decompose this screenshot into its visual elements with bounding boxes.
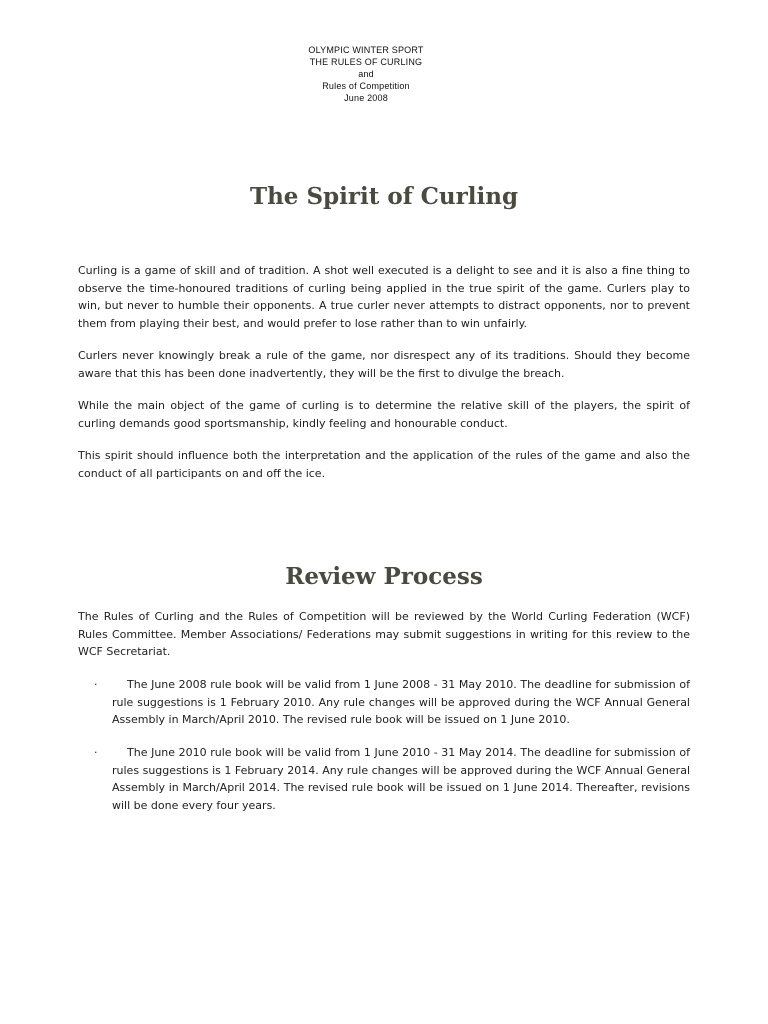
spirit-paragraph-4: This spirit should influence both the interpretation and the application of the rules of the game and also the conduct of all participants on and off the ice. xyxy=(78,449,690,480)
spirit-paragraph-2: Curlers never knowingly break a rule of the game, nor disrespect any of its traditions. Should they become aware that this has been done inadvertently, they will be the first to divulge the breach. xyxy=(78,349,690,380)
review-bullet-1: The June 2008 rule book will be valid from 1 June 2008 - 31 May 2010. The deadline for submission of rule suggestions is 1 February 2010. Any rule changes will be approved during the WCF Annual General Assembly in March/April 2010. The revised rule book will be issued on 1 June 2010. xyxy=(112,678,690,726)
header-line-and: and xyxy=(358,69,374,79)
spirit-paragraph-1: Curling is a game of skill and of tradition. A shot well executed is a delight to see and it is also a fine thing to observe the time-honoured traditions of curling being applied in the true spirit of the game. Curlers play to win, but never to humble their opponents. A true curler never attempts to distract opponents, nor to prevent them from playing their best, and would prefer to lose rather than to win unfairly. xyxy=(78,264,690,330)
review-intro-paragraph: The Rules of Curling and the Rules of Competition will be reviewed by the World Curling Federation (WCF) Rules Committee. Member Associations/ Federations may submit suggestions in writing for this review to the WCF Secretariat. xyxy=(78,610,690,658)
header-line-rules: THE RULES OF CURLING xyxy=(309,57,423,67)
spirit-heading: The Spirit of Curling xyxy=(249,183,519,210)
bullet-marker: · xyxy=(94,678,98,691)
header-line-sport: OLYMPIC WINTER SPORT xyxy=(308,45,424,55)
document-header xyxy=(0,44,732,104)
bullet-marker: · xyxy=(94,746,98,759)
header-line-competition: Rules of Competition xyxy=(322,81,410,91)
header-line-date: June 2008 xyxy=(344,93,388,103)
spirit-paragraph-3: While the main object of the game of curling is to determine the relative skill of the players, the spirit of curling demands good sportsmanship, kindly feeling and honourable conduct. xyxy=(78,399,690,430)
review-heading: Review Process xyxy=(285,563,483,590)
review-bullet-2: The June 2010 rule book will be valid from 1 June 2010 - 31 May 2014. The deadline for submission of rules suggestions is 1 February 2014. Any rule changes will be approved during the WCF Annual General Assembly in March/April 2014. The revised rule book will be issued on 1 June 2014. Thereafter, revisions will be done every four years. xyxy=(112,746,690,812)
